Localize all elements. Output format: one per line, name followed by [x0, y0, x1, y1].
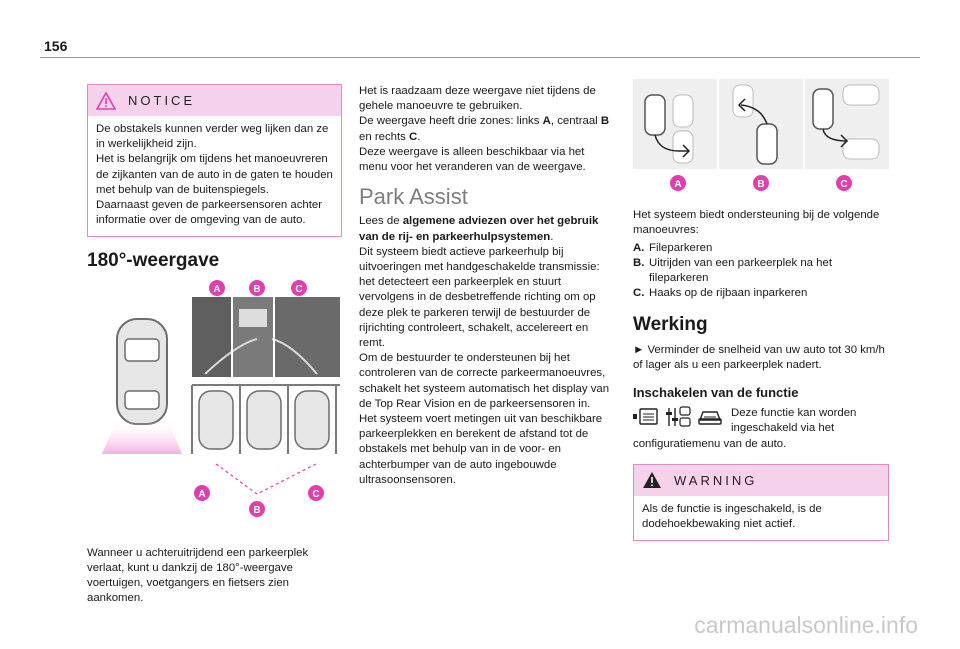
notice-body	[88, 116, 341, 236]
manoeuvres-intro: Het systeem biedt ondersteuning bij de volgende manoeuvres:	[633, 209, 880, 237]
warning-box	[633, 464, 889, 541]
column-1	[87, 84, 342, 607]
warning-triangle-icon	[642, 471, 662, 489]
activation-row	[633, 406, 889, 436]
label-b-top	[249, 280, 265, 296]
parked-cars	[192, 385, 340, 454]
watermark: carmanualsonline.info	[694, 612, 918, 638]
svg-text:B: B	[253, 504, 261, 516]
car-top-view	[117, 319, 167, 424]
svg-text:C: C	[295, 283, 303, 295]
car-settings-icon	[697, 406, 723, 428]
page-number: 156	[44, 38, 68, 54]
label-c-top	[291, 280, 307, 296]
notice-box	[87, 84, 342, 237]
warning-triangle-icon	[96, 92, 116, 110]
system-description: Dit systeem biedt actieve parkeerhulp bij uitvoeringen met handgeschakelde transmissie: het detecteert een parkeerplek en stuurt vervolgens in de desbetreffende richting om op deze plek te parkeren terwijl de bestuurder de rijrichting controleert, schakelt, accelereert en remt.	[359, 245, 600, 350]
warning-title: WARNING	[674, 472, 758, 488]
heading-inschakelen: Inschakelen van de functie	[633, 385, 799, 401]
heading-park-assist: Park Assist	[359, 184, 468, 210]
svg-text:A: A	[674, 179, 682, 190]
list-item: A. Fileparkeren	[633, 241, 713, 254]
svg-text:B: B	[253, 283, 261, 295]
label-c	[836, 175, 852, 191]
settings-menu-icon	[665, 406, 691, 428]
svg-text:A: A	[213, 283, 221, 295]
notice-title: NOTICE	[128, 92, 196, 108]
column-3	[633, 79, 889, 541]
label-a	[670, 175, 686, 191]
view-availability: Deze weergave is alleen beschikbaar via het menu voor het veranderen van de weergave.	[359, 145, 586, 174]
svg-text:C: C	[312, 488, 320, 500]
display-menu-icon	[633, 406, 659, 428]
activation-text: Deze functie kan worden ingeschakeld via het	[731, 407, 857, 435]
svg-text:C: C	[840, 179, 848, 190]
column-2	[359, 84, 615, 488]
view180-caption: Wanneer u achteruitrijdend een parkeerplek verlaat, kunt u dankzij de 180°-weergave voertuigen, voetgangers en fietsers zien aankomen.	[87, 546, 309, 605]
svg-text:B: B	[757, 179, 765, 190]
camera-screen	[192, 297, 340, 377]
camera-180-view-illustration	[87, 279, 342, 529]
heading-180-view: 180°-weergave	[87, 250, 220, 272]
manoeuvre-list	[633, 241, 889, 302]
label-c-bottom	[308, 485, 324, 501]
park-assist-manoeuvres-illustration	[633, 79, 889, 195]
werking-text: ► Verminder de snelheid van uw auto tot 30 km/h of lager als u een parkeerplek nadert.	[633, 343, 885, 371]
driver-support-text: Om de bestuurder te ondersteunen bij het controleren van de correcte parkeermanoeuvres, schakelt het systeem automatisch het display van de Top Rear Vision en de parkeersensoren in.	[359, 352, 610, 410]
measurement-text: Het systeem voert metingen uit van beschikbare parkeerplekken en berekent de afstand tot de obstakels met behulp van in de voor- en achterbumper van de auto ingebouwde ultrasoonsensoren.	[359, 413, 603, 486]
camera-beam	[102, 419, 182, 454]
list-item: B. Uitrijden van een parkeerplek na het fileparkeren	[633, 256, 832, 285]
list-item: C. Haaks op de rijbaan inparkeren	[633, 287, 808, 300]
view-advice: Het is raadzaam deze weergave niet tijdens de gehele manoeuvre te gebruiken.	[359, 85, 596, 113]
menu-icons	[633, 406, 723, 436]
notice-line: Daarnaast geven de parkeersensoren achter informatie over de omgeving van de auto.	[96, 199, 323, 227]
header-rule	[40, 57, 920, 58]
svg-text:A: A	[198, 488, 206, 500]
read-advice: Lees de algemene adviezen over het gebruik van de rij- en parkeerhulpsystemen.	[359, 215, 599, 243]
activation-text-cont: configuratiemenu van de auto.	[633, 437, 787, 450]
warning-text: Als de functie is ingeschakeld, is de dodehoekbewaking niet actief.	[642, 502, 822, 531]
heading-werking: Werking	[633, 314, 708, 336]
label-b-bottom	[249, 501, 265, 517]
notice-header	[88, 85, 341, 116]
label-b	[753, 175, 769, 191]
label-a-bottom	[194, 485, 210, 501]
notice-line: Het is belangrijk om tijdens het manoeuvreren de zijkanten van de auto in de gaten te houden met behulp van de buitenspiegels.	[96, 153, 333, 196]
zones-text: De weergave heeft drie zones: links A, centraal B en rechts C.	[359, 115, 610, 143]
warning-header	[634, 465, 888, 496]
label-a-top	[209, 280, 225, 296]
warning-body	[634, 496, 888, 540]
notice-line: De obstakels kunnen verder weg lijken dan ze in werkelijkheid zijn.	[96, 123, 329, 151]
